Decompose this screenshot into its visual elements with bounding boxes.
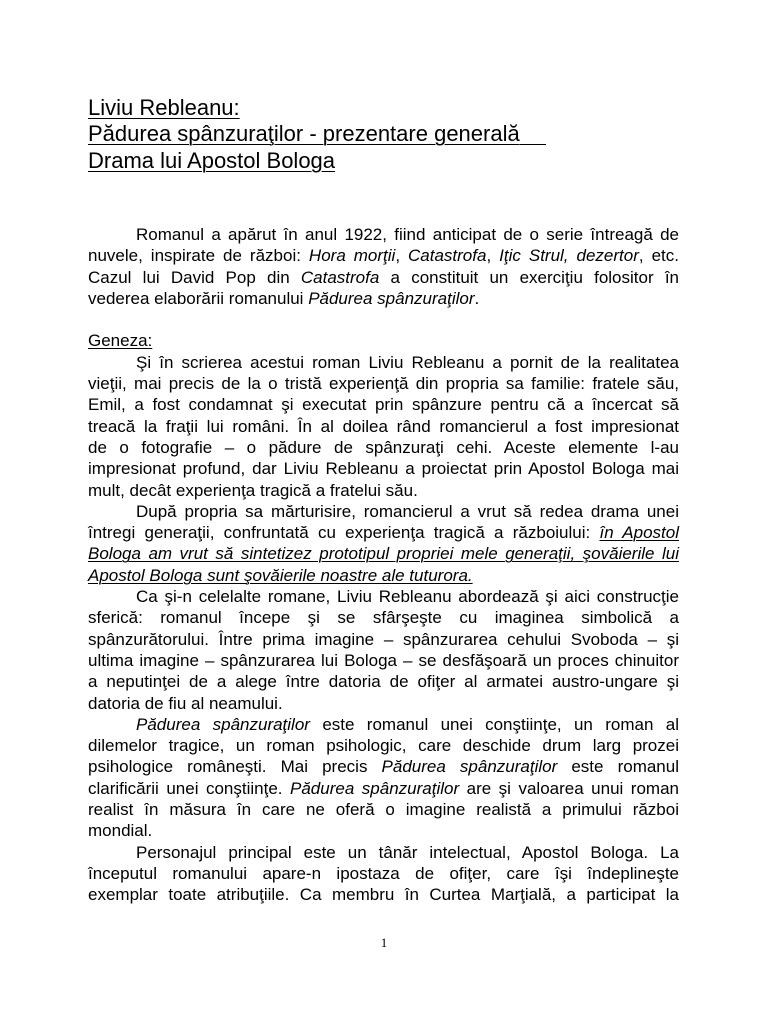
text-run: vieţii, mai precis de la o tristă experienţă din propria sa familie: fratele său, [88, 374, 679, 394]
italic-text-run: Pădurea spânzuraţilor [136, 714, 310, 734]
text-line [88, 735, 679, 756]
text-run: După propria sa mărturisire, romancierul a vrut să redea drama unei [136, 501, 679, 521]
text-line [88, 799, 679, 820]
text-run: vederea elaborării romanului [88, 288, 309, 308]
text-line [88, 394, 679, 415]
text-run: treacă la fraţii lui români. În al doilea rând romancierul a fost impresionat [88, 416, 679, 436]
text-run: impresionat profund, dar Liviu Rebleanu a proiectat prin Apostol Bologa mai [88, 459, 679, 479]
text-line [88, 437, 679, 458]
text-line [88, 820, 679, 841]
italic-text-run: Pădurea spânzuraţilor [290, 778, 460, 798]
text-run: Emil, a fost condamnat şi executat prin spânzure pentru că a încercat să [88, 395, 679, 415]
text-run: datoria de fiu al neamului. [88, 693, 283, 713]
text-run: mondial. [88, 821, 153, 841]
text-line [88, 693, 679, 714]
text-line [88, 245, 679, 266]
italic-text-run: Iţic Strul, dezertor [499, 246, 639, 266]
title-line [88, 95, 546, 122]
text-run: exemplar toate atribuţiile. Ca membru în Curtea Marţială, a participat la [88, 885, 679, 905]
text-line [88, 543, 679, 564]
text-run: Ca şi-n celelalte romane, Liviu Rebleanu abordează şi aici construcţie [136, 587, 679, 607]
text-run: a constituit un exerciţiu folositor în [379, 267, 680, 287]
page-number: 1 [380, 935, 388, 950]
text-run: , [395, 246, 409, 266]
text-line [88, 863, 679, 884]
text-line [88, 884, 679, 905]
title-author: Liviu Rebleanu: [88, 94, 240, 120]
paragraph-intro [88, 224, 679, 309]
title-theme: Drama lui Apostol Bologa [88, 147, 336, 173]
text-run: începutul romanului apare-n ipostaza de ofiţer, care îşi îndeplineşte [88, 863, 679, 883]
underlined-italic-quote: Bologa am vrut să sintetizez prototipul propriei mele generaţii, şovăierile lui [88, 544, 679, 564]
paragraph-main-character [88, 842, 679, 906]
section-heading [88, 330, 679, 351]
text-line [88, 756, 679, 777]
text-line [88, 522, 679, 543]
text-run: are şi valoarea unui roman [459, 778, 679, 798]
text-run: dilemelor tragice, un roman psihologic, care deschide drum larg prozei [88, 736, 679, 756]
text-line [88, 778, 679, 799]
text-line [88, 629, 679, 650]
text-run: clarificării unei conştiinţe. [88, 778, 291, 798]
section-heading-geneza: Geneza: [88, 331, 153, 351]
text-run: . [474, 288, 480, 308]
text-line [88, 352, 679, 373]
italic-text-run: Catastrofa [300, 267, 380, 287]
text-run: , etc. [638, 246, 679, 266]
paragraph-novel-of-conscience [88, 714, 679, 842]
text-line [88, 458, 679, 479]
italic-text-run: Pădurea spânzuraţilor [308, 288, 475, 308]
text-run: mult, decât experienţa tragică a fratelui său. [88, 480, 418, 500]
text-line [88, 267, 679, 288]
title-underline-tail [520, 144, 546, 145]
text-run: ultima imagine – spânzurarea lui Bologa – se desfăşoară un proces chinuitor [88, 650, 679, 670]
text-line [88, 842, 679, 863]
text-run: Personajul principal este un tânăr intelectual, Apostol Bologa. La [136, 842, 679, 862]
underlined-italic-quote: în Apostol [599, 523, 679, 543]
text-run: nuvele, inspirate de război: [88, 246, 309, 266]
text-run: Şi în scrierea acestui roman Liviu Rebleanu a pornit de la realitatea [136, 352, 679, 372]
text-run: de o fotografie – o pădure de spânzuraţi cehi. Aceste elemente l-au [88, 437, 679, 457]
text-run: a neputinţei de a alege între datoria de ofiţer al armatei austro-ungare şi [88, 672, 679, 692]
paragraph-spherical-construction [88, 586, 679, 714]
document-title [88, 95, 546, 175]
text-line [88, 671, 679, 692]
underlined-italic-quote: Apostol Bologa sunt şovăierile noastre ale tuturora. [88, 565, 473, 585]
text-line [88, 650, 679, 671]
document-body [88, 224, 679, 906]
text-line [88, 224, 679, 245]
text-run: realist în măsura în care ne oferă o imagine realistă a primului război [88, 800, 679, 820]
text-line [88, 416, 679, 437]
paragraph-genesis [88, 352, 679, 501]
text-line [88, 565, 679, 586]
title-line [88, 148, 546, 175]
blank-line [88, 309, 679, 330]
text-run: , [486, 246, 500, 266]
text-line [88, 586, 679, 607]
text-line [88, 607, 679, 628]
title-line [88, 121, 546, 148]
italic-text-run: Catastrofa [408, 246, 487, 266]
text-run: Cazul lui David Pop din [88, 267, 301, 287]
title-subject: Pădurea spânzuraţilor - prezentare generală [88, 121, 520, 146]
italic-text-run: Pădurea spânzuraţilor [381, 757, 558, 777]
text-line [88, 714, 679, 735]
text-line [88, 501, 679, 522]
text-run: spânzurătorului. Între prima imagine – spânzurarea cehului Svoboda – şi [88, 629, 679, 649]
text-run: sferică: romanul începe şi se sfârşeşte cu imaginea simbolică a [88, 608, 679, 628]
text-run: Romanul a apărut în anul 1922, fiind anticipat de o serie întreagă de [136, 225, 679, 244]
text-run: psihologice româneşti. Mai precis [88, 757, 382, 777]
text-run: este romanul [557, 757, 679, 777]
text-line [88, 480, 679, 501]
text-run: este romanul unei conştiinţe, un roman al [309, 714, 680, 734]
italic-text-run: Hora morţii [308, 246, 396, 266]
text-line [88, 373, 679, 394]
text-run: întregi generaţii, confruntată cu experienţa tragică a războiului: [88, 523, 600, 543]
paragraph-author-confession [88, 501, 679, 586]
text-line [88, 288, 679, 309]
